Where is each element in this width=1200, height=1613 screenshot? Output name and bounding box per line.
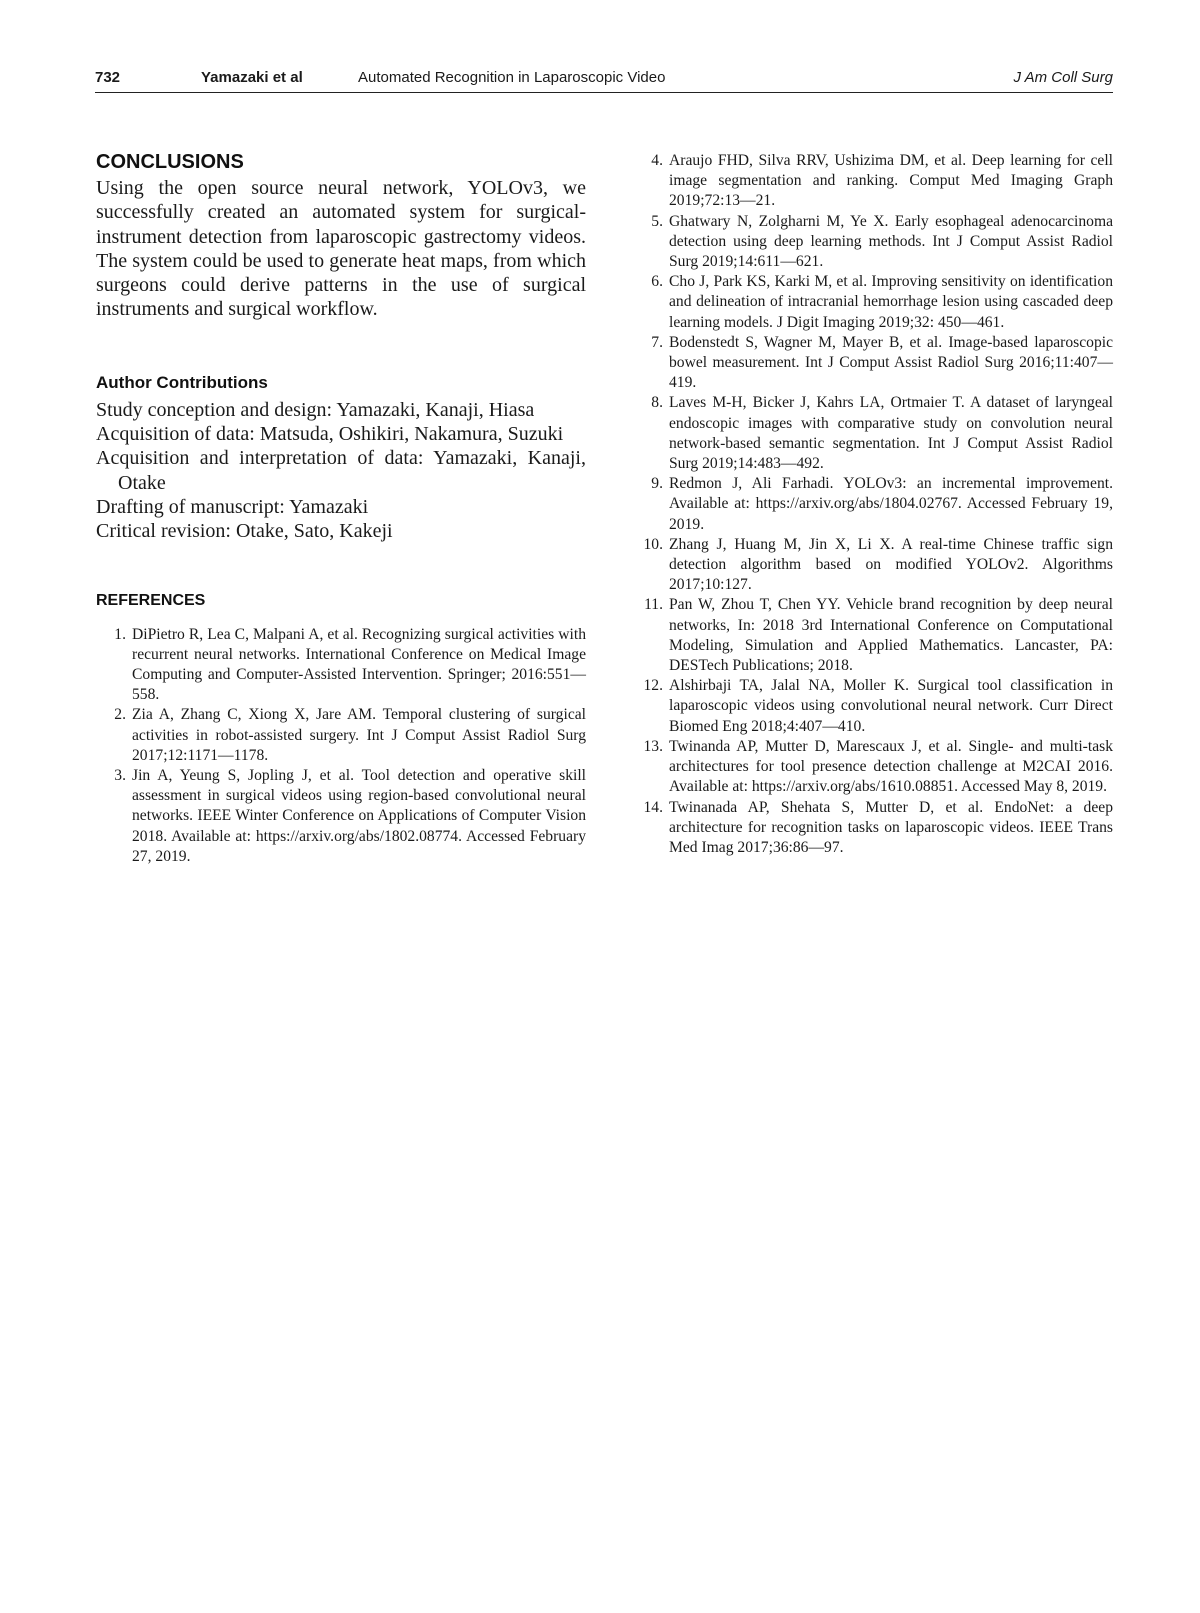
contribution-item: Drafting of manuscript: Yamazaki	[96, 495, 369, 518]
running-head-title: Automated Recognition in Laparoscopic Video	[358, 69, 666, 86]
reference-item	[633, 393, 1113, 474]
reference-number: 13.	[643, 737, 663, 755]
reference-number: 3.	[114, 766, 126, 784]
reference-number: 11.	[644, 596, 663, 614]
reference-text: Araujo FHD, Silva RRV, Ushizima DM, et al. Deep learning for cell image segmentation and ranking. Comput Med Imaging Graph 2019;72:13—21.	[669, 152, 1113, 210]
reference-text: Cho J, Park KS, Karki M, et al. Improving sensitivity on identification and delineation of intracranial hemorrhage lesion using cascaded deep learning models. J Digit Imaging 2019;32: 450—461.	[669, 273, 1113, 331]
reference-number: 5.	[651, 212, 663, 230]
conclusions-text: Using the open source neural network, YOLOv3, we successfully created an automated system for surgical-instrument detection from laparoscopic gastrectomy videos. The system could be used to generate heat maps, from which surgeons could derive patterns in the use of surgical instruments and surgical workflow.	[96, 177, 586, 321]
left-column	[96, 150, 586, 867]
reference-text: Redmon J, Ali Farhadi. YOLOv3: an incremental improvement. Available at: https://arxiv.org/abs/1804.02767. Accessed February 19, 2019.	[669, 475, 1113, 533]
reference-item	[633, 737, 1113, 798]
reference-number: 4.	[651, 152, 663, 169]
reference-number: 9.	[651, 475, 663, 493]
reference-item	[96, 705, 586, 766]
reference-item	[633, 474, 1113, 535]
reference-number: 6.	[651, 273, 663, 291]
reference-number: 7.	[651, 333, 663, 351]
reference-number: 12.	[643, 677, 663, 695]
reference-text: Twinanda AP, Mutter D, Marescaux J, et al. Single- and multi-task architectures for tool presence detection challenge at M2CAI 2016. Available at: https://arxiv.org/abs/1610.08851. Accessed May 8, 2019.	[669, 737, 1113, 796]
reference-number: 2.	[114, 706, 126, 724]
reference-item	[633, 333, 1113, 394]
reference-text: Pan W, Zhou T, Chen YY. Vehicle brand recognition by deep neural networks, In: 2018 3rd International Conference on Computational Modeling, Simulation and Applied Mathematics. Lancaster, PA: DESTech Publications; 2018.	[669, 596, 1113, 675]
reference-item	[633, 151, 1113, 212]
contribution-item: Study conception and design: Yamazaki, Kanaji, Hiasa	[96, 398, 535, 421]
contribution-item: Acquisition and interpretation of data: Yamazaki, Kanaji, Otake	[96, 447, 586, 494]
reference-item	[633, 535, 1113, 596]
running-head-authors: Yamazaki et al	[201, 69, 303, 86]
page-number: 732	[95, 69, 121, 86]
contribution-item: Acquisition of data: Matsuda, Oshikiri, Nakamura, Suzuki	[96, 423, 564, 446]
reference-item	[96, 625, 586, 706]
reference-item	[96, 766, 586, 867]
author-contributions-heading: Author Contributions	[96, 372, 268, 392]
reference-text: DiPietro R, Lea C, Malpani A, et al. Recognizing surgical activities with recurrent neural networks. International Conference on Medical Image Computing and Computer-Assisted Intervention. Springer; 2016:551—558.	[132, 625, 586, 704]
right-column	[633, 151, 1113, 858]
reference-text: Twinanada AP, Shehata S, Mutter D, et al. EndoNet: a deep architecture for recognition tasks on laparoscopic videos. IEEE Trans Med Imag 2017;36:86—97.	[669, 798, 1113, 856]
reference-item	[633, 272, 1113, 333]
contribution-item: Critical revision: Otake, Sato, Kakeji	[96, 520, 393, 543]
author-contributions-list	[96, 398, 586, 544]
reference-text: Jin A, Yeung S, Jopling J, et al. Tool detection and operative skill assessment in surgical videos using region-based convolutional neural networks. IEEE Winter Conference on Applications of Computer Vision 2018. Available at: https://arxiv.org/abs/1802.08774. Accessed February 27, 2019.	[132, 766, 586, 865]
reference-number: 1.	[114, 625, 126, 643]
reference-number: 14.	[643, 798, 663, 816]
reference-list-right	[633, 151, 1113, 858]
reference-number: 10.	[643, 535, 663, 553]
reference-item	[633, 676, 1113, 737]
reference-list-left	[96, 625, 586, 867]
reference-item	[633, 595, 1113, 676]
reference-text: Ghatwary N, Zolgharni M, Ye X. Early esophageal adenocarcinoma detection using deep learning methods. Int J Comput Assist Radiol Surg 2019;14:611—621.	[669, 212, 1113, 271]
reference-text: Zia A, Zhang C, Xiong X, Jare AM. Temporal clustering of surgical activities in robot-assisted surgery. Int J Comput Assist Radiol Surg 2017;12:1171—1178.	[132, 706, 586, 764]
reference-item	[633, 798, 1113, 859]
running-head-journal: J Am Coll Surg	[1013, 69, 1113, 86]
reference-text: Laves M-H, Bicker J, Kahrs LA, Ortmaier T. A dataset of laryngeal endoscopic images with comparative study on convolution neural network-based semantic segmentation. Int J Comput Assist Radiol Surg 2019;14:483—492.	[669, 394, 1113, 473]
reference-text: Bodenstedt S, Wagner M, Mayer B, et al. Image-based laparoscopic bowel measurement. Int J Comput Assist Radiol Surg 2016;11:407—419.	[669, 333, 1113, 392]
reference-text: Zhang J, Huang M, Jin X, Li X. A real-time Chinese traffic sign detection algorithm based on modified YOLOv2. Algorithms 2017;10:127.	[669, 535, 1113, 594]
conclusions-heading: CONCLUSIONS	[96, 151, 244, 173]
references-heading: REFERENCES	[96, 591, 206, 609]
reference-item	[633, 212, 1113, 273]
reference-number: 8.	[651, 394, 663, 412]
running-head	[95, 68, 1113, 93]
reference-text: Alshirbaji TA, Jalal NA, Moller K. Surgical tool classification in laparoscopic videos using convolutional neural network. Curr Direct Biomed Eng 2018;4:407—410.	[669, 677, 1113, 735]
